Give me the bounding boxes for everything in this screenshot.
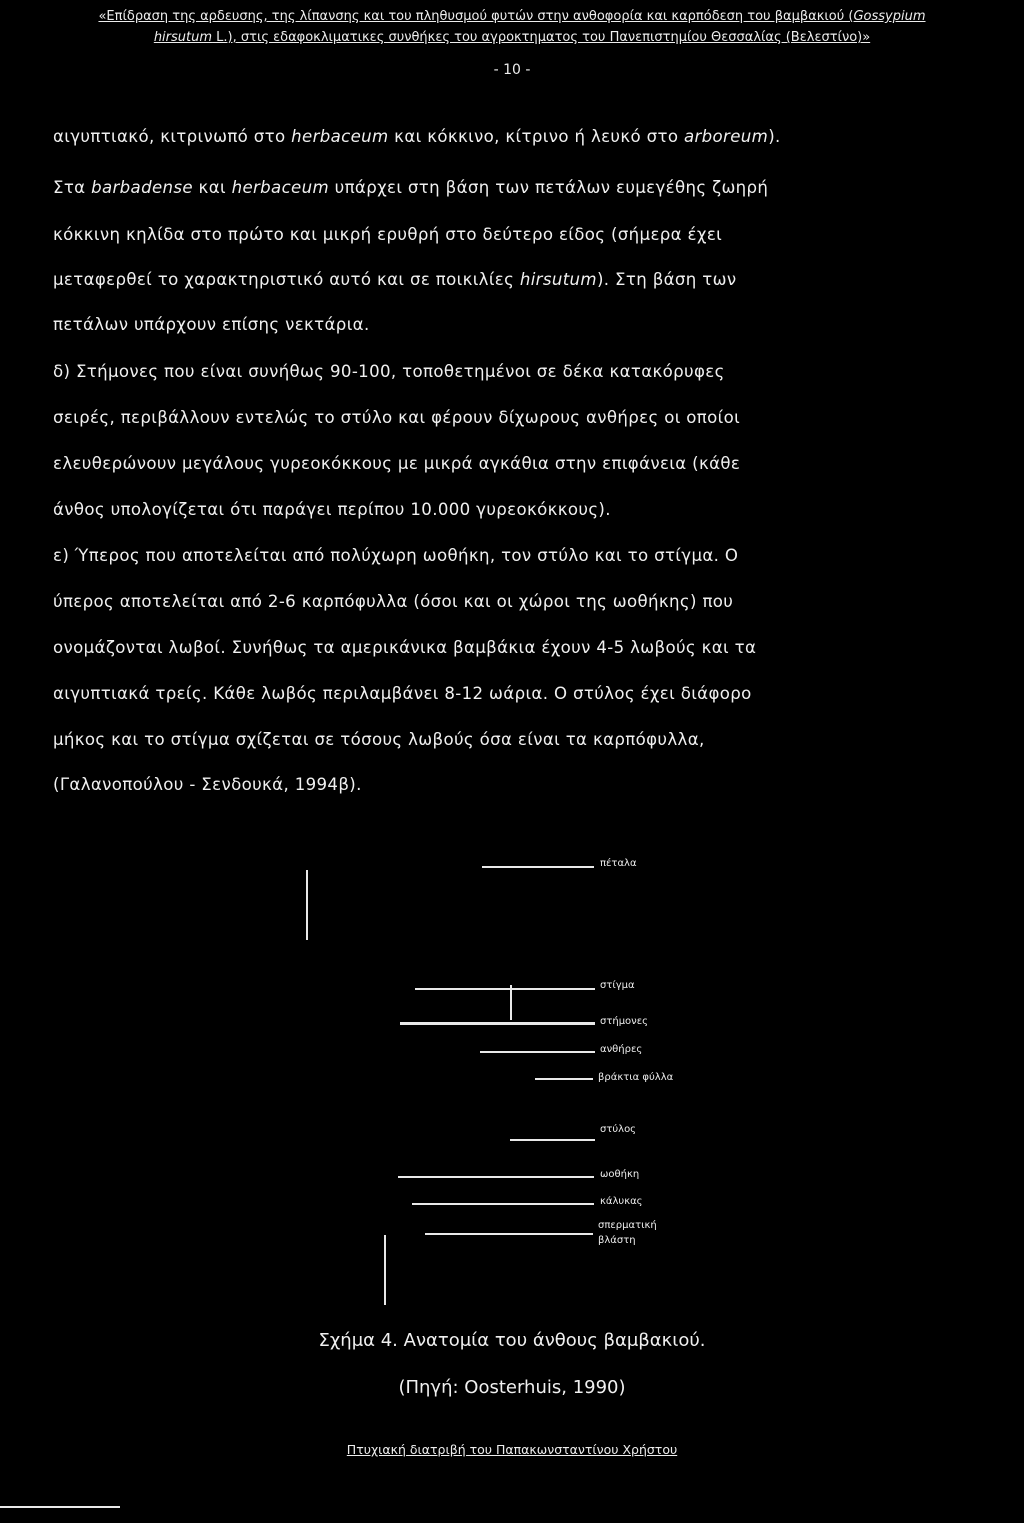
text-run: και [192,178,232,197]
italic-term: arboreum [683,127,769,146]
text-run: Στα [53,178,92,197]
leader-calyx [412,1203,594,1205]
running-header-line2 [0,30,1024,45]
leader-seed [425,1233,593,1235]
header-genus: Gossypium [853,9,926,24]
bottom-rule [0,1506,120,1508]
leader-style [510,1139,595,1141]
text-run: και κόκκινο, κίτρινο ή λευκό στο [388,127,684,146]
body-line-5: πετάλων υπάρχουν επίσης νεκτάρια. [53,315,370,334]
body-line-14: μήκος και το στίγμα σχίζεται σε τόσους λωβούς όσα είναι τα καρπόφυλλα, [53,730,705,749]
page-number: - 10 - [493,62,531,78]
body-line-10: ε) Ύπερος που αποτελείται από πολύχωρη ωοθήκη, τον στύλο και το στίγμα. Ο [53,546,739,565]
body-line-12: ονομάζονται λωβοί. Συνήθως τα αμερικάνικα βαμβάκια έχουν 4-5 λωβούς και τα [53,638,757,657]
body-line-1 [53,127,781,146]
header-text-1: «Επίδραση της αρδευσης, της λίπανσης και του πληθυσμού φυτών στην ανθοφορία και καρπόδεση του βαμβακιού ( [98,9,854,24]
label-calyx: κάλυκας [600,1196,643,1207]
body-line-2 [53,178,768,197]
body-line-7: σειρές, περιβάλλουν εντελώς το στύλο και φέρουν δίχωρους ανθήρες οι οποίοι [53,408,741,427]
page-footer [0,1442,1024,1457]
label-seed-line1: σπερματική [598,1220,657,1231]
header-species: hirsutum [153,30,213,45]
flower-outline-top [306,870,308,940]
text-run: ). [768,127,781,146]
body-line-6: δ) Στήμονες που είναι συνήθως 90-100, τοποθετημένοι σε δέκα κατακόρυφες [53,362,725,381]
body-line-4 [53,270,736,289]
italic-term: herbaceum [231,178,329,197]
italic-term: hirsutum [519,270,597,289]
flower-outline-bottom [384,1235,386,1305]
text-run: αιγυπτιακό, κιτρινωπό στο [53,127,292,146]
leader-stigma [415,988,595,990]
label-stamens: στήμονες [600,1016,649,1027]
leader-petals [482,866,594,868]
leader-stamens [400,1022,595,1025]
text-run: υπάρχει στη βάση των πετάλων ευμεγέθης ζωηρή [329,178,769,197]
text-run: ). Στη βάση των [596,270,737,289]
label-ovary: ωοθήκη [600,1169,640,1180]
header-text-2: L.), στις εδαφοκλιματικες συνθήκες του αγροκτηματος του Πανεπιστημίου Θεσσαλίας (Βελεστίνο)» [212,30,871,45]
label-style: στύλος [600,1124,637,1135]
leader-ovary [398,1176,594,1178]
body-line-11: ύπερος αποτελείται από 2-6 καρπόφυλλα (όσοι και οι χώροι της ωοθήκης) που [53,592,734,611]
label-bracts: βράκτια φύλλα [598,1072,674,1083]
running-header-line1 [0,9,1024,24]
body-line-3: κόκκινη κηλίδα στο πρώτο και μικρή ερυθρή στο δεύτερο είδος (σήμερα έχει [53,225,723,244]
leader-bracts [535,1078,593,1080]
label-petals: πέταλα [600,858,637,869]
figure-source: (Πηγή: Oosterhuis, 1990) [398,1377,626,1398]
label-stigma: στίγμα [600,980,635,991]
label-seed-line2: βλάστη [598,1235,636,1246]
label-anthers: ανθήρες [600,1044,643,1055]
leader-anthers [480,1051,595,1053]
italic-term: barbadense [91,178,193,197]
body-line-15: (Γαλανοπούλου - Σενδουκά, 1994β). [53,775,362,794]
text-run: μεταφερθεί το χαρακτηριστικό αυτό και σε ποικιλίες [53,270,520,289]
body-line-13: αιγυπτιακά τρείς. Κάθε λωβός περιλαμβάνει 8-12 ωάρια. Ο στύλος έχει διάφορο [53,684,752,703]
body-line-8: ελευθερώνουν μεγάλους γυρεοκόκκους με μικρά αγκάθια στην επιφάνεια (κάθε [53,454,741,473]
pistil-stalk [510,985,512,1020]
italic-term: herbaceum [291,127,389,146]
body-line-9: άνθος υπολογίζεται ότι παράγει περίπου 10.000 γυρεοκόκκους). [53,500,611,519]
footer-text: Πτυχιακή διατριβή του Παπακωνσταντίνου Χρήστου [346,1442,678,1457]
figure-caption: Σχήμα 4. Ανατομία του άνθους βαμβακιού. [318,1330,706,1351]
